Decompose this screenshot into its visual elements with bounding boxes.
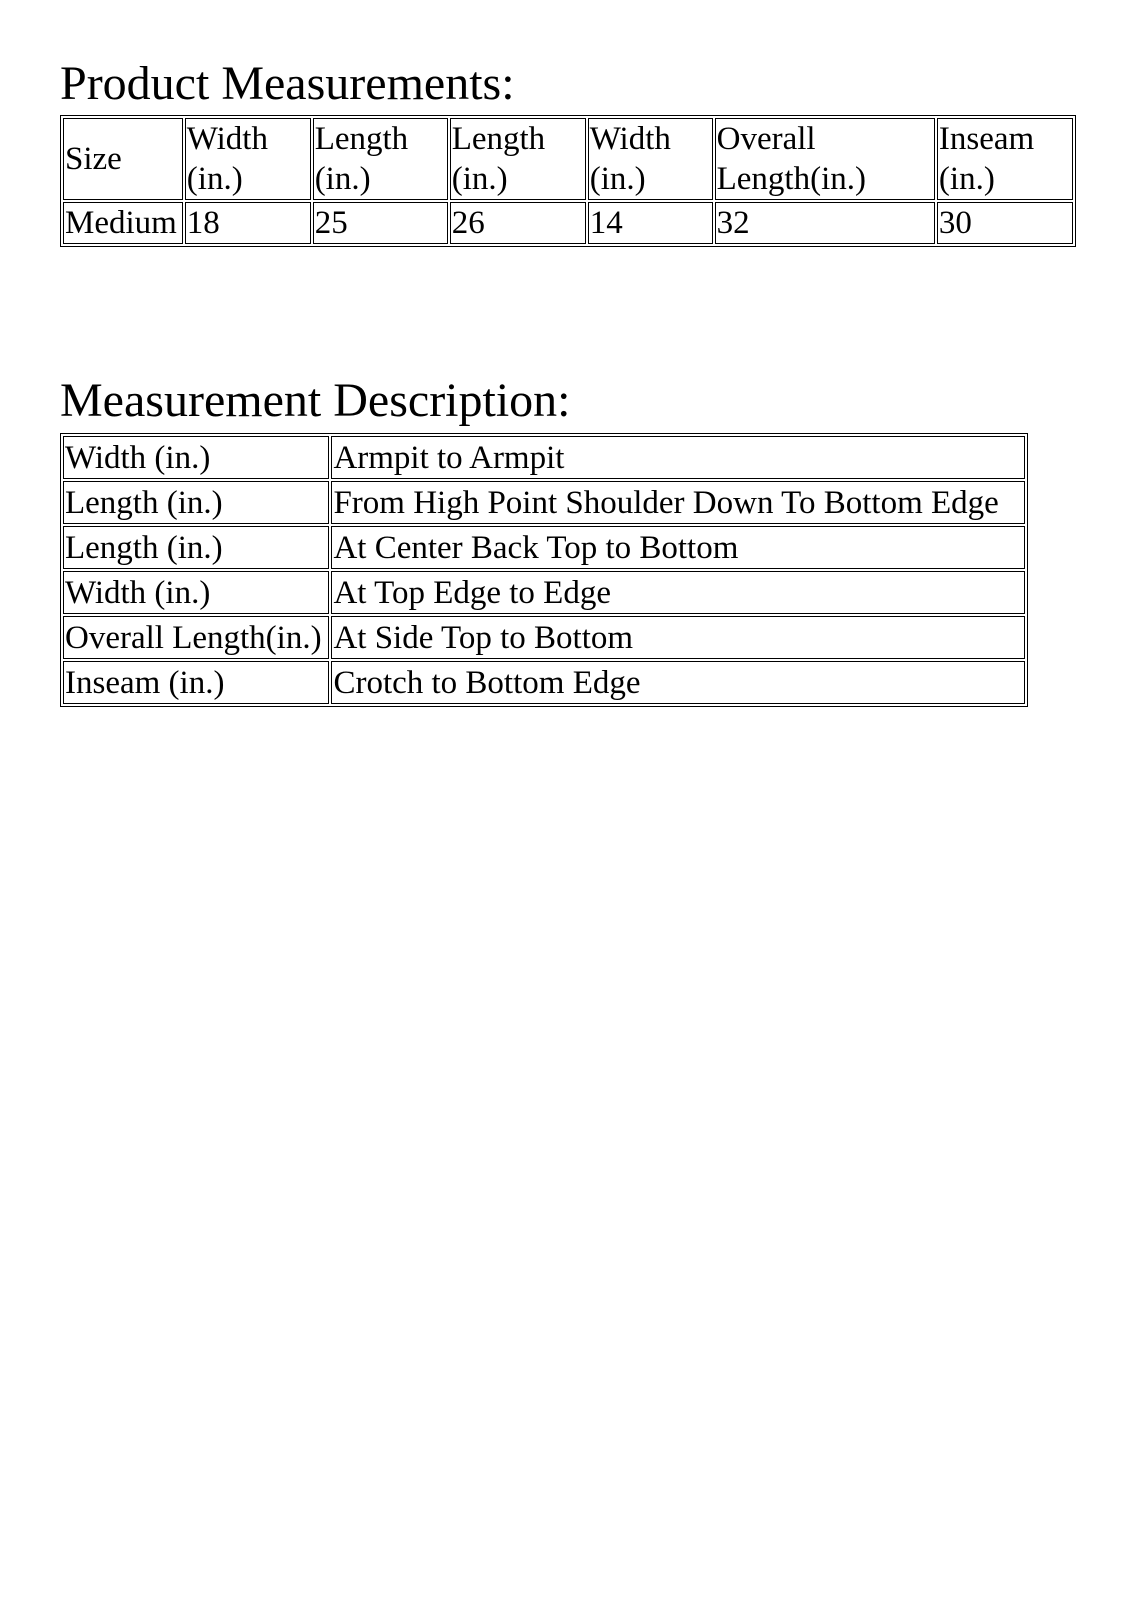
- measurement-description-cell: From High Point Shoulder Down To Bottom Edge: [331, 481, 1025, 524]
- measurement-name-cell: Overall Length(in.): [63, 616, 329, 659]
- value-cell: 32: [715, 202, 935, 244]
- measurement-name-cell: Inseam (in.): [63, 661, 329, 704]
- measurement-description-cell: At Center Back Top to Bottom: [331, 526, 1025, 569]
- measurement-description-cell: At Top Edge to Edge: [331, 571, 1025, 614]
- table-row: [63, 571, 1025, 614]
- header-line: Size: [65, 141, 122, 177]
- header-width: [185, 118, 311, 200]
- measurement-description-cell: Crotch to Bottom Edge: [331, 661, 1025, 704]
- header-row: [63, 118, 1073, 200]
- measurement-description-cell: At Side Top to Bottom: [331, 616, 1025, 659]
- table-row: [63, 526, 1025, 569]
- header-length: [313, 118, 448, 200]
- header-line: (in.): [186, 161, 243, 197]
- header-length-back: [450, 118, 586, 200]
- size-cell: Medium: [63, 202, 183, 244]
- table-row: [63, 202, 1073, 244]
- header-width-top: [588, 118, 713, 200]
- product-measurements-table: [60, 115, 1076, 247]
- measurement-name-cell: Width (in.): [63, 436, 329, 479]
- header-line: (in.): [451, 161, 508, 197]
- table-row: [63, 616, 1025, 659]
- header-line: Length(in.): [716, 161, 866, 197]
- value-cell: 30: [937, 202, 1073, 244]
- header-size: [63, 118, 183, 200]
- value-cell: 26: [450, 202, 586, 244]
- value-cell: 14: [588, 202, 713, 244]
- header-line: (in.): [938, 161, 995, 197]
- value-cell: 25: [313, 202, 448, 244]
- table-row: [63, 481, 1025, 524]
- header-line: (in.): [589, 161, 646, 197]
- header-line: Width: [589, 121, 671, 157]
- measurement-description-heading: Measurement Description:: [60, 374, 571, 427]
- header-inseam: [937, 118, 1073, 200]
- header-line: Overall: [716, 121, 816, 157]
- header-line: Length: [314, 121, 409, 157]
- table-row: [63, 436, 1025, 479]
- product-measurements-heading: Product Measurements:: [60, 57, 515, 110]
- header-overall-length: [715, 118, 935, 200]
- measurement-description-table: [60, 433, 1028, 707]
- header-line: Length: [451, 121, 546, 157]
- measurement-name-cell: Length (in.): [63, 481, 329, 524]
- value-cell: 18: [185, 202, 311, 244]
- measurement-name-cell: Length (in.): [63, 526, 329, 569]
- header-line: (in.): [314, 161, 371, 197]
- header-line: Inseam: [938, 121, 1035, 157]
- measurement-description-cell: Armpit to Armpit: [331, 436, 1025, 479]
- table-row: [63, 661, 1025, 704]
- header-line: Width: [186, 121, 268, 157]
- measurement-name-cell: Width (in.): [63, 571, 329, 614]
